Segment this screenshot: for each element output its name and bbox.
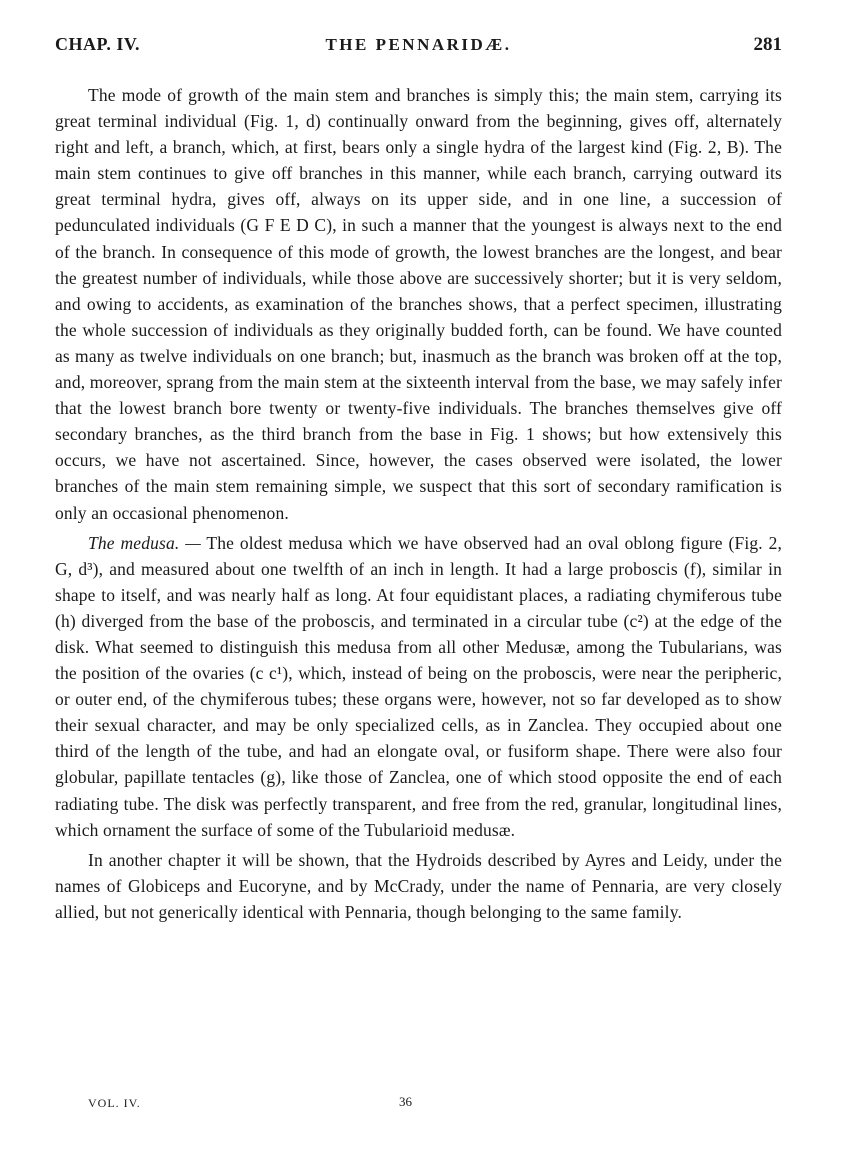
running-title: THE PENNARIDÆ. [325, 35, 512, 54]
paragraph-text: The oldest medusa which we have observed had an oval oblong figure (Fig. 2, G, d³), and measured about one twelfth of an inch in length. It had a large proboscis (f), similar in shape to itself, and was nearly half as long. At four equidistant places, a radiating chymiferous tube (h) diverged from the base of the proboscis, and terminated in a circular tube (c²) at the edge of the disk. What seemed to distinguish this medusa from all other Medusæ, among the Tubularians, was the position of the ovaries (c c¹), which, instead of being on the proboscis, were near the peripheric, or outer end, of the chymiferous tubes; these organs were, however, not so far developed as to show their sexual character, and may be only specialized cells, as in Zanclea. They occupied about one third of the length of the tube, and had an elongate oval, or fusiform shape. There were also four globular, papillate tentacles (g), like those of Zanclea, one of which stood opposite the end of each radiating tube. The disk was perfectly transparent, and free from the red, granular, longitudinal lines, which ornament the surface of some of the Tubularioid medusæ. [55, 532, 782, 840]
section-run-in-heading: The medusa. — [88, 532, 201, 553]
paragraph-text: In another chapter it will be shown, that the Hydroids described by Ayres and Leidy, under the names of Globiceps and Eucoryne, and by McCrady, under the name of Pennaria, are very closely allied, but not generically identical with Pennaria, though belonging to the same family. [55, 849, 782, 922]
body-text [55, 82, 782, 925]
signature-mark: 36 [399, 1094, 412, 1109]
paragraph-related-hydroids [55, 847, 782, 925]
page-number: 281 [753, 34, 782, 55]
chapter-label: CHAP. IV. [55, 34, 141, 54]
running-header [55, 34, 782, 60]
page-footer [88, 1094, 782, 1114]
paragraph-growth [55, 82, 782, 526]
paragraph-text: The mode of growth of the main stem and branches is simply this; the main stem, carrying its great terminal individual (Fig. 1, d) continually onward from the beginning, gives off, alternately right and left, a branch, which, at first, bears only a single hydra of the largest kind (Fig. 2, B). The main stem continues to give off branches in this manner, while each branch, carrying outward its great terminal hydra, gives off, always on its upper side, and in one line, a succession of pedunculated individuals (G F E D C), in such a manner that the youngest is always next to the end of the branch. In consequence of this mode of growth, the lowest branches are the longest, and bear the greatest number of individuals, while those above are successively shorter; but it is very seldom, and owing to accidents, as examination of the branches shows, that a perfect specimen, illustrating the whole succession of individuals as they originally budded forth, can be found. We have counted as many as twelve individuals on one branch; but, inasmuch as the branch was broken off at the top, and, moreover, sprang from the main stem at the sixteenth interval from the base, we may safely infer that the lowest branch bore twenty or twenty-five individuals. The branches themselves give off secondary branches, as the third branch from the base in Fig. 1 shows; but how extensively this occurs, we have not ascertained. Since, however, the cases observed were isolated, the lower branches of the main stem remaining simple, we suspect that this sort of secondary ramification is only an occasional phenomenon. [55, 85, 782, 523]
paragraph-medusa [55, 530, 782, 843]
volume-mark: VOL. IV. [88, 1096, 141, 1110]
